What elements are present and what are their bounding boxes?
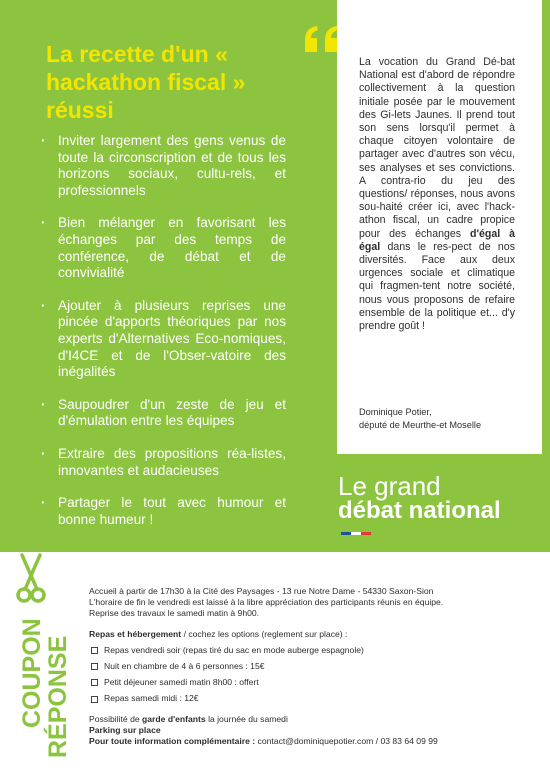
option-petit-dejeuner[interactable] <box>89 677 529 688</box>
parking-line <box>89 725 529 736</box>
coupon-reponse-label <box>14 608 74 758</box>
info-bold: Pour toute information complémentaire : <box>89 736 256 747</box>
signature <box>359 406 529 431</box>
repas-rest: / cochez les options (reglement sur place) : <box>181 628 348 639</box>
recipe-list <box>40 133 286 544</box>
info-line <box>89 736 529 747</box>
quote-text <box>359 56 515 333</box>
flag-icon <box>341 532 371 535</box>
option-repas-vendredi[interactable] <box>89 645 529 656</box>
coupon-intro <box>89 586 529 620</box>
quote-emphasis: d'égal à égal <box>359 227 515 253</box>
checkbox[interactable] <box>91 663 98 670</box>
garde-line <box>89 714 529 725</box>
list-item: · Saupoudrer d'un zeste de jeu et d'émulation entre les équipes <box>40 397 286 430</box>
intro-line: Accueil à partir de 17h30 à la Cité des Paysages - 13 rue Notre Dame - 54330 Saxon-Sion <box>89 586 434 596</box>
garde-pre: Possibilité de <box>89 713 143 724</box>
intro-line: Reprise des travaux le samedi matin à 9h00. <box>89 608 260 619</box>
garde-bold: garde d'enfants <box>142 713 206 724</box>
intro-line: L'horaire de fin le vendredi est laissé à la libre appréciation des participants réunis en équipe. <box>89 597 444 608</box>
checkbox[interactable] <box>91 647 98 654</box>
option-label: Repas vendredi soir (repas tiré du sac en mode auberge espagnole) <box>104 644 364 655</box>
coupon-form <box>89 586 529 747</box>
reponse-word: RÉPONSE <box>44 635 72 758</box>
quote-card <box>337 0 542 454</box>
scissors-icon <box>14 553 48 605</box>
parking-text: Parking sur place <box>89 724 161 735</box>
repas-heading <box>89 629 529 640</box>
repas-bold: Repas et hébergement <box>89 628 182 639</box>
list-item: · Extraire des propositions réa-listes, innovantes et audacieuses <box>40 446 286 479</box>
list-item: · Partager le tout avec humour et bonne humeur ! <box>40 495 286 528</box>
brand-line-2: débat national <box>338 497 501 524</box>
coupon-word: COUPON <box>18 618 46 728</box>
quote-text-before: La vocation du Grand Dé-bat National est d'abord de répondre collectivement à la question initiale posée par le mouvement des Gi-lets Jaunes. Il prend tout son sens lorsqu'il permet à chaque citoyen volontaire de partager avec d'autres son vécu, ses analyses et ses convictions. A contra-rio du jeu des questions/ réponses, nous avons sou-haité créer ici, avec l'hack-athon fiscal, un cadre propice pour des échanges <box>359 56 515 240</box>
quote-text-after: dans le res-pect de nos diversités. Face aux deux urgences sociale et climatique qui fragmen-tent notre société, nous vous proposons de refaire ensemble de la politique et... d'y prendre goût ! <box>359 240 515 333</box>
option-repas-samedi[interactable] <box>89 693 529 704</box>
brand-line-1: Le grand <box>338 471 441 501</box>
author-name: Dominique Potier, <box>359 407 432 417</box>
option-label: Nuit en chambre de 4 à 6 personnes : 15€ <box>104 661 265 672</box>
info-contact: contact@dominiquepotier.com / 03 83 64 09 99 <box>255 736 438 747</box>
option-nuit[interactable] <box>89 661 529 672</box>
list-item: · Ajouter à plusieurs reprises une pincée d'apports théoriques par nos experts d'Alternatives Eco-nomiques, d'I4CE et de l'Obser-vatoire des inégalités <box>40 298 286 381</box>
option-label: Petit déjeuner samedi matin 8h00 : offert <box>104 677 259 688</box>
list-item: · Bien mélanger en favorisant les échanges par des temps de conférence, de débat et de convivialité <box>40 215 286 281</box>
author-role: député de Meurthe-et Moselle <box>359 419 482 430</box>
page-title: La recette d'un « hackathon fiscal » réussi <box>46 41 246 123</box>
list-item: · Inviter largement des gens venus de toute la circonscription et de tous les horizons sociaux, cultu-rels, et professionnels <box>40 133 286 199</box>
garde-post: la journée du samedi <box>205 713 288 724</box>
coupon-footer <box>89 714 529 748</box>
checkbox[interactable] <box>91 696 98 703</box>
option-label: Repas samedi midi : 12€ <box>104 693 199 704</box>
quote-mark-icon <box>301 22 343 56</box>
checkbox[interactable] <box>91 679 98 686</box>
